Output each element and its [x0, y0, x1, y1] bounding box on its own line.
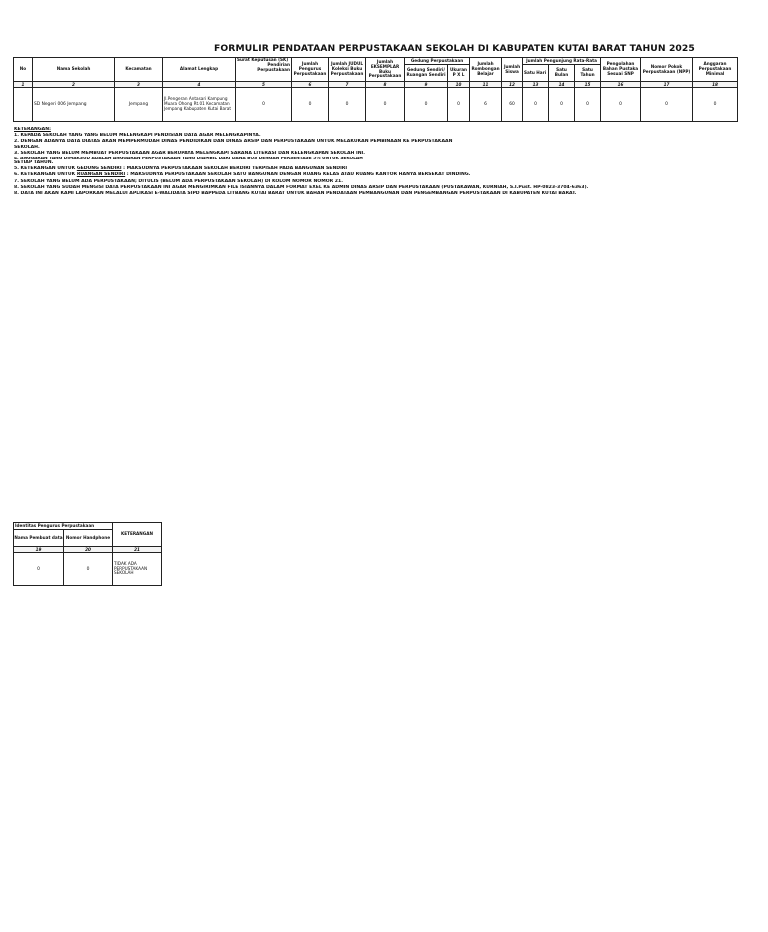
note-7: 7. SEKOLAH YANG BELUM ADA PERPUSTAKAAN; DITULIS (BELUM ADA PERPUSTAKAAN SEKOLAH) DI KOLOM NOMOR NOMOR 21. — [14, 178, 343, 184]
cell-nomor-hp: 0 — [64, 553, 113, 586]
cell-keterangan: TIDAK ADA PERPUSTAKAAN SEKOLAH — [113, 553, 162, 586]
header-sk-sub: Pendirian Perpustakaan — [257, 61, 290, 72]
column-number: 21 — [113, 547, 162, 553]
column-number: 8 — [366, 82, 405, 88]
header-gedung-sendiri: Gedung Sendiri/ Ruangan Sendiri — [405, 65, 448, 82]
column-number: 1 — [14, 82, 33, 88]
header-kecamatan: Kecamatan — [115, 58, 163, 82]
header-rombel: Jumlah Rombongan Belajar — [470, 58, 502, 82]
cell-hari: 0 — [523, 88, 549, 122]
column-number: 12 — [502, 82, 523, 88]
cell-tahun: 0 — [575, 88, 601, 122]
cell-bulan: 0 — [549, 88, 575, 122]
note-2-cont: SEKOLAH. — [14, 145, 40, 151]
header-anggaran: Anggaran Perpustakaan Minimal — [693, 58, 738, 82]
cell-eksemplar: 0 — [366, 88, 405, 122]
note-5-term: GEDUNG SENDIRI — [76, 166, 122, 172]
note-6-prefix: 6. KETERANGAN UNTUK — [14, 172, 77, 178]
column-number: 4 — [163, 82, 236, 88]
library-data-table — [13, 57, 738, 122]
cell-gedung-sendiri: 0 — [405, 88, 448, 122]
column-number: 16 — [601, 82, 641, 88]
header-gedung-group: Gedung Perpustakaan — [405, 58, 470, 65]
cell-no — [14, 88, 33, 122]
sub-header-group: Identitas Pengurus Perpustakaan — [14, 523, 113, 530]
cell-anggaran: 0 — [693, 88, 738, 122]
header-pengunjung-group: Jumlah Pengunjung Rata-Rata — [523, 58, 601, 65]
header-pengolahan: Pengolahan Bahan Pustaka Sesuai SNP — [601, 58, 641, 82]
header-judul: Jumlah JUDUL Koleksi Buku Perpustakaan — [329, 58, 366, 82]
table-row — [14, 88, 738, 122]
header-eksemplar: Jumlah EKSEMPLAR Buku Perpustakaan — [366, 58, 405, 82]
cell-alamat: Jl.Pengeran Antasari Kampung Muara Ohong Rt.01 Kecamatan Jempang Kabupaten Kutai Barat — [163, 88, 236, 122]
column-number: 19 — [14, 547, 64, 553]
note-4-cont: SETIAP TAHUN. — [14, 160, 54, 166]
column-number: 15 — [575, 82, 601, 88]
sub-header-hp: Nomor Handphone — [64, 530, 113, 547]
cell-sk: 0 — [236, 88, 292, 122]
column-number: 18 — [693, 82, 738, 88]
form-title: FORMULIR PENDATAAN PERPUSTAKAAN SEKOLAH DI KABUPATEN KUTAI BARAT TAHUN 2025 — [214, 43, 695, 54]
column-number: 13 — [523, 82, 549, 88]
column-number: 6 — [292, 82, 329, 88]
table-row — [14, 553, 162, 586]
column-number: 5 — [236, 82, 292, 88]
cell-nama-sekolah: SD Negeri 006 Jempang — [33, 88, 115, 122]
header-npp: Nomor Pokok Perpustakaan (NPP) — [641, 58, 693, 82]
column-number: 9 — [405, 82, 448, 88]
header-sk-label: Surat Keputusan (SK) — [237, 57, 289, 62]
cell-nama-pembuat: 0 — [14, 553, 64, 586]
note-1: 1. KEPADA SEKOLAH YANG YANG BELUM MELENGKAPI PENDISIAN DATA AGAR MELENGKAPINYA. — [14, 133, 261, 139]
column-number: 14 — [549, 82, 575, 88]
column-number: 10 — [448, 82, 470, 88]
header-sk — [236, 58, 292, 82]
note-2: 2. DENGAN ADANYA DATA DIATAS AKAN MEMPERMUDAH DINAS PENDIDIKAN DAN DINAS ARSIP DAN PERPUSTAKAAN UNTUK MELAKUKAN PEMBINAAN KE PERPUSTAKAAN — [14, 139, 453, 145]
header-ukuran: Ukuran P X L — [448, 65, 470, 82]
column-number: 17 — [641, 82, 693, 88]
note-5-text: : MAKSUDNYA PERPUSTAKAAN SEKOLAH BERDIRI TERPISAH PADA BANGUNAN SENDIRI — [121, 166, 348, 172]
sub-header-keterangan: KETERANGAN — [113, 523, 162, 547]
cell-rombel: 6 — [470, 88, 502, 122]
column-number: 11 — [470, 82, 502, 88]
column-number: 2 — [33, 82, 115, 88]
cell-npp: 0 — [641, 88, 693, 122]
header-pengurus: Jumlah Pengurus Perpustakaan — [292, 58, 329, 82]
sub-header-nama: Nama Pembuat data — [14, 530, 64, 547]
notes-section — [14, 127, 734, 197]
header-siswa: Jumlah Siswa — [502, 58, 523, 82]
note-8-report: 8. DATA INI AKAN KAMI LAPORKAN MELALUI APLIKASI E-WALIDATA SIPD BAPPEDA LITBANG KUTAI BARAT UNTUK BAHAN PENDATAAN PEMBANGUNAN DAN PENGEMBANGAN PERPUSTAKAAN DI KABUPATEN KUTAI BARAT. — [14, 190, 577, 196]
cell-pengolahan: 0 — [601, 88, 641, 122]
header-no: No — [14, 58, 33, 82]
column-number: 3 — [115, 82, 163, 88]
cell-judul: 0 — [329, 88, 366, 122]
header-nama-sekolah: Nama Sekolah — [33, 58, 115, 82]
header-bulan: Satu Bulan — [549, 65, 575, 82]
cell-siswa: 60 — [502, 88, 523, 122]
header-tahun: Satu Tahun — [575, 65, 601, 82]
note-8: 8. SEKOLAH YANG SUDAH MENGISI DATA PERPUSTAKAAN INI AGAR MENGIRIMKAN FILE ISIANNYA DALAM FORMAT EXEL KE ADMIN DINAS ARSIP DAN PERPUSTAKAAN (PUSTAKAWAN, KURNIAH, S.I.Pust. HP-0823-3704-6363). — [14, 184, 589, 190]
cell-pengurus: 0 — [292, 88, 329, 122]
note-3: 3. SEKOLAH YANG BELUM MEMBUAT PERPUSTAKAAN AGAR BERUPAYA MELENGKAPI SARANA LITERASI DAN KELENGKAPAN SEKOLAH INI. — [14, 151, 365, 157]
header-alamat: Alamat Lengkap — [163, 58, 236, 82]
column-number: 20 — [64, 547, 113, 553]
sub-number-row — [14, 547, 162, 553]
note-6-term: RUANGAN SENDIRI — [76, 172, 126, 178]
note-4: 4. ANGGARAN YANG DIMAKSUD ADALAH ANGGARAN PERPUSTAKAAN YANG DIAMBIL DARI DANA BOS DENGAN PERSENTASE 5% UNTUK SEKOLAH — [14, 157, 363, 161]
note-6-text: : MAKSUDNYA PERPUSTAKAAN SEKOLAH SATU BANGUNAN DENGAN RUANG KELAS ATAU RUANG KANTOR HANYA BERSEKAT DINDING. — [125, 172, 471, 178]
column-number: 7 — [329, 82, 366, 88]
header-hari: Satu Hari — [523, 65, 549, 82]
cell-ukuran: 0 — [448, 88, 470, 122]
notes-heading: KETERANGAN: — [14, 127, 51, 132]
note-5-prefix: 5. KETERANGAN UNTUK — [14, 166, 77, 172]
library-staff-table — [13, 522, 162, 586]
cell-kecamatan: Jempang — [115, 88, 163, 122]
